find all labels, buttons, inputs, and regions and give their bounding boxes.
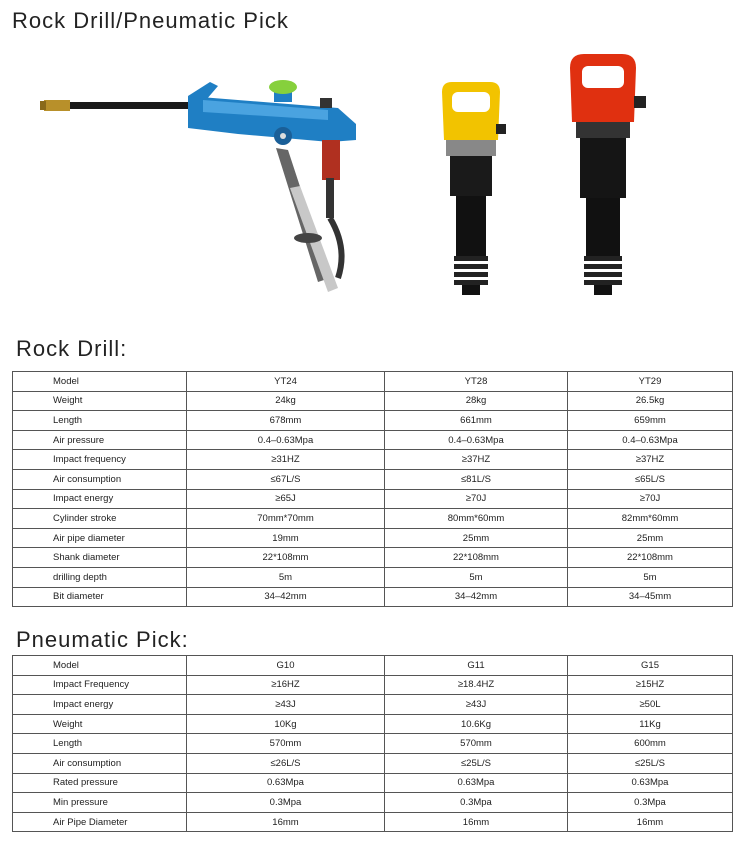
value-cell: G11 — [385, 656, 568, 676]
value-cell: 82mm*60mm — [568, 509, 733, 529]
value-cell: YT29 — [568, 372, 733, 392]
pneumatic-pick-red-image — [562, 52, 652, 303]
row-label-cell: Air consumption — [13, 753, 187, 773]
value-cell: 16mm — [187, 812, 385, 832]
table-row — [13, 469, 733, 489]
value-cell: ≤25L/S — [385, 753, 568, 773]
row-label-cell: Air pipe diameter — [13, 528, 187, 548]
table-row — [13, 734, 733, 754]
row-label-cell: Cylinder stroke — [13, 509, 187, 529]
value-cell: ≥37HZ — [568, 450, 733, 470]
value-cell: 34–42mm — [385, 587, 568, 607]
value-cell: ≤65L/S — [568, 469, 733, 489]
row-label-cell: Weight — [13, 714, 187, 734]
row-label-cell: Impact energy — [13, 489, 187, 509]
value-cell: 570mm — [385, 734, 568, 754]
value-cell: ≤26L/S — [187, 753, 385, 773]
row-label-cell: Weight — [13, 391, 187, 411]
row-label-cell: Model — [13, 656, 187, 676]
row-label-cell: Impact frequency — [13, 450, 187, 470]
pneumatic-pick-yellow-image — [432, 80, 512, 303]
value-cell: 22*108mm — [385, 548, 568, 568]
pneumatic-pick-heading: Pneumatic Pick: — [16, 627, 189, 652]
table-row — [13, 411, 733, 431]
table-row — [13, 509, 733, 529]
value-cell: 0.4–0.63Mpa — [187, 430, 385, 450]
table-row — [13, 528, 733, 548]
value-cell: G10 — [187, 656, 385, 676]
value-cell: 0.63Mpa — [385, 773, 568, 793]
pneumatic-pick-spec-table — [12, 655, 733, 832]
table-row — [13, 714, 733, 734]
value-cell: ≥31HZ — [187, 450, 385, 470]
value-cell: 24kg — [187, 391, 385, 411]
row-label-cell: Shank diameter — [13, 548, 187, 568]
value-cell: 28kg — [385, 391, 568, 411]
table-row — [13, 567, 733, 587]
value-cell: ≥43J — [385, 695, 568, 715]
rock-drill-spec-table — [12, 371, 733, 607]
value-cell: 0.4–0.63Mpa — [568, 430, 733, 450]
value-cell: 600mm — [568, 734, 733, 754]
table-header-row — [13, 656, 733, 676]
row-label-cell: Length — [13, 734, 187, 754]
table-row — [13, 450, 733, 470]
value-cell: ≥37HZ — [385, 450, 568, 470]
value-cell: 0.3Mpa — [187, 793, 385, 813]
value-cell: 80mm*60mm — [385, 509, 568, 529]
value-cell: 16mm — [568, 812, 733, 832]
value-cell: YT24 — [187, 372, 385, 392]
value-cell: ≤81L/S — [385, 469, 568, 489]
value-cell: ≥65J — [187, 489, 385, 509]
table-header-row — [13, 372, 733, 392]
value-cell: 0.4–0.63Mpa — [385, 430, 568, 450]
value-cell: ≥50L — [568, 695, 733, 715]
value-cell: 34–45mm — [568, 587, 733, 607]
row-label-cell: Air pressure — [13, 430, 187, 450]
value-cell: 570mm — [187, 734, 385, 754]
value-cell: 5m — [568, 567, 733, 587]
value-cell: ≥70J — [385, 489, 568, 509]
row-label-cell: Air consumption — [13, 469, 187, 489]
value-cell: 0.63Mpa — [568, 773, 733, 793]
value-cell: ≥70J — [568, 489, 733, 509]
row-label-cell: Length — [13, 411, 187, 431]
value-cell: ≥43J — [187, 695, 385, 715]
value-cell: 10Kg — [187, 714, 385, 734]
row-label-cell: Min pressure — [13, 793, 187, 813]
table-row — [13, 753, 733, 773]
rock-drill-image — [38, 78, 368, 305]
value-cell: 0.3Mpa — [568, 793, 733, 813]
value-cell: 10.6Kg — [385, 714, 568, 734]
row-label-cell: Air Pipe Diameter — [13, 812, 187, 832]
table-row — [13, 675, 733, 695]
table-row — [13, 430, 733, 450]
row-label-cell: Impact Frequency — [13, 675, 187, 695]
value-cell: 678mm — [187, 411, 385, 431]
row-label-cell: drilling depth — [13, 567, 187, 587]
value-cell: 26.5kg — [568, 391, 733, 411]
value-cell: 5m — [385, 567, 568, 587]
value-cell: ≤67L/S — [187, 469, 385, 489]
value-cell: ≥16HZ — [187, 675, 385, 695]
table-row — [13, 793, 733, 813]
value-cell: 19mm — [187, 528, 385, 548]
value-cell: G15 — [568, 656, 733, 676]
value-cell: 34–42mm — [187, 587, 385, 607]
value-cell: 25mm — [568, 528, 733, 548]
value-cell: 5m — [187, 567, 385, 587]
row-label-cell: Bit diameter — [13, 587, 187, 607]
value-cell: 25mm — [385, 528, 568, 548]
value-cell: 70mm*70mm — [187, 509, 385, 529]
value-cell: 659mm — [568, 411, 733, 431]
value-cell: ≤25L/S — [568, 753, 733, 773]
table-row — [13, 812, 733, 832]
page-title: Rock Drill/Pneumatic Pick — [12, 8, 289, 33]
table-row — [13, 695, 733, 715]
row-label-cell: Rated pressure — [13, 773, 187, 793]
value-cell: 22*108mm — [568, 548, 733, 568]
table-row — [13, 548, 733, 568]
rock-drill-heading: Rock Drill: — [16, 336, 128, 361]
value-cell: 661mm — [385, 411, 568, 431]
row-label-cell: Impact energy — [13, 695, 187, 715]
table-row — [13, 391, 733, 411]
value-cell: ≥18.4HZ — [385, 675, 568, 695]
table-row — [13, 587, 733, 607]
value-cell: 11Kg — [568, 714, 733, 734]
value-cell: 16mm — [385, 812, 568, 832]
table-row — [13, 773, 733, 793]
value-cell: 0.63Mpa — [187, 773, 385, 793]
value-cell: 0.3Mpa — [385, 793, 568, 813]
row-label-cell: Model — [13, 372, 187, 392]
value-cell: 22*108mm — [187, 548, 385, 568]
value-cell: ≥15HZ — [568, 675, 733, 695]
value-cell: YT28 — [385, 372, 568, 392]
table-row — [13, 489, 733, 509]
